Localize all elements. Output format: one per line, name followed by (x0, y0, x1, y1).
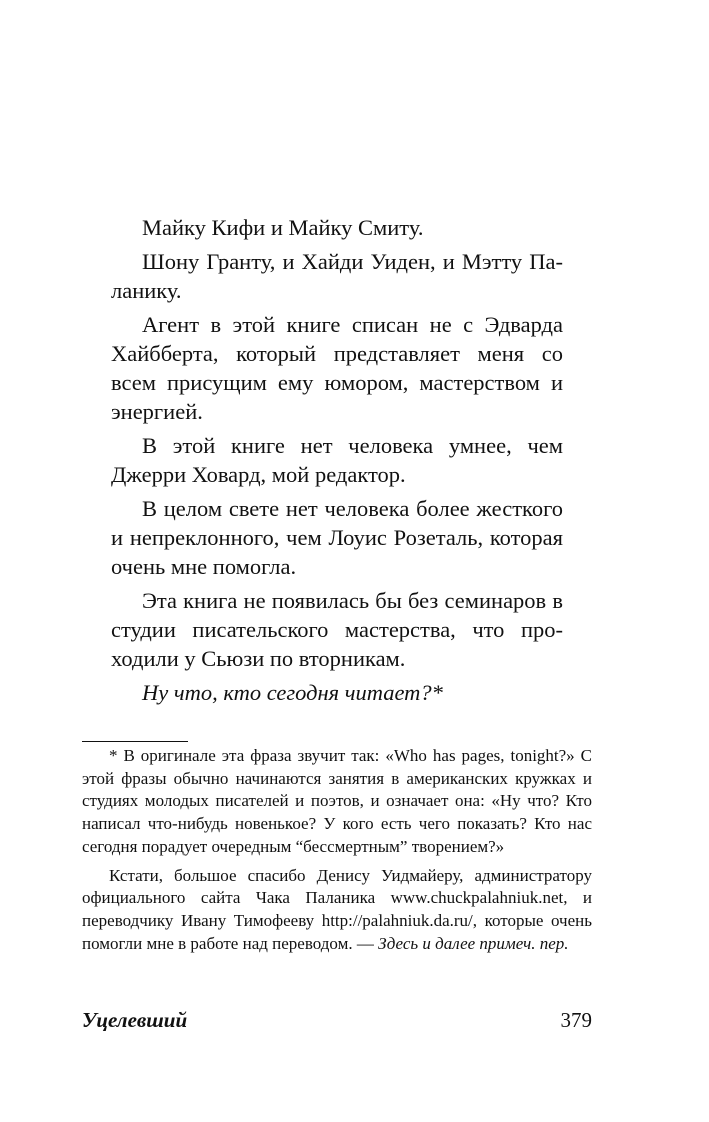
footnote-credits-note: Здесь и далее примеч. пер. (378, 933, 569, 953)
paragraph: Эта книга не появилась бы без семинаров в студии писательского мастерства, что проходили у Сьюзи по вторникам. (111, 588, 563, 671)
footnote-credits-text: Кстати, большое спасибо Денису Уидмайеру, администратору официального сайта Чака Паланика www.chuckpalahniuk.net, и переводчику Ивану Тимофееву http://palahniuk.da.ru/, которые очень помогли мне в работе над переводом. — (82, 865, 592, 953)
footnote: * В оригинале эта фраза звучит так: «Who has pages, tonight?» С этой фразы обычно начинаются занятия в американских кружках и студиях молодых писателей и поэтов, и означает она: «Ну что? Кто написал что-нибудь новенькое? У кого есть чего показать? Кто нас сегодня порадует очередным “бессмертным” творением?» (82, 746, 592, 856)
paragraph: Агент в этой книге списан не с Эдварда Хайбберта, который представляет меня со всем присущим ему юмором, мастерством и энергией. (111, 312, 563, 424)
closing-question: Ну что, кто сегодня читает?* (142, 680, 443, 705)
paragraph: В целом свете нет человека более жесткого и непреклонного, чем Лоуис Розеталь, которая очень мне помогла. (111, 496, 563, 579)
page-number: 379 (560, 1008, 592, 1032)
footnote-credits (82, 865, 592, 956)
main-text-block (111, 213, 563, 712)
footnotes-block (82, 745, 592, 955)
page-footer (82, 1006, 592, 1034)
footnote-divider (82, 741, 188, 742)
running-title: Уцелевший (82, 1008, 188, 1032)
paragraph: Майку Кифи и Майку Смиту. (142, 215, 424, 240)
paragraph: В этой книге нет человека умнее, чем Джерри Ховард, мой редактор. (111, 433, 563, 487)
paragraph: Шону Гранту, и Хайди Уиден, и Мэтту Паланику. (111, 249, 563, 303)
